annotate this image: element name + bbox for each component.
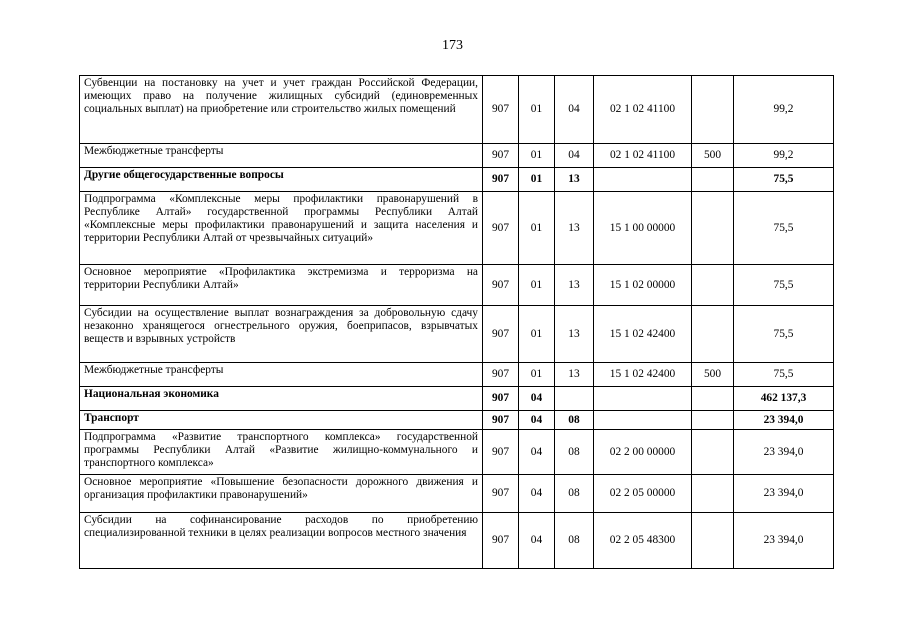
target-article-cell bbox=[594, 411, 692, 430]
ministry-code-cell: 907 bbox=[483, 192, 519, 265]
row-name-cell: Подпрограмма «Комплексные меры профилактики правонарушений в Республике Алтай» государственной программы Республики Алтай «Комплексные меры профилактики правонарушений и защита населения и территории Республики Алтай от чрезвычайных ситуаций» bbox=[80, 192, 483, 265]
subsection-code-cell: 08 bbox=[555, 513, 594, 569]
subsection-code-cell: 08 bbox=[555, 430, 594, 475]
ministry-code-cell: 907 bbox=[483, 387, 519, 411]
ministry-code-cell: 907 bbox=[483, 411, 519, 430]
amount-cell: 23 394,0 bbox=[734, 475, 834, 513]
expense-type-cell bbox=[692, 411, 734, 430]
section-code-cell: 04 bbox=[519, 513, 555, 569]
ministry-code-cell: 907 bbox=[483, 306, 519, 363]
subsection-code-cell: 13 bbox=[555, 363, 594, 387]
expense-type-cell: 500 bbox=[692, 363, 734, 387]
expense-type-cell bbox=[692, 192, 734, 265]
ministry-code-cell: 907 bbox=[483, 475, 519, 513]
section-code-cell: 01 bbox=[519, 76, 555, 144]
amount-cell: 99,2 bbox=[734, 144, 834, 168]
ministry-code-cell: 907 bbox=[483, 168, 519, 192]
expense-type-cell bbox=[692, 513, 734, 569]
row-name-cell: Межбюджетные трансферты bbox=[80, 363, 483, 387]
row-name-cell: Другие общегосударственные вопросы bbox=[80, 168, 483, 192]
target-article-cell: 02 2 05 48300 bbox=[594, 513, 692, 569]
section-code-cell: 01 bbox=[519, 363, 555, 387]
table-row bbox=[80, 306, 834, 363]
row-name-cell: Субсидии на осуществление выплат вознаграждения за добровольную сдачу незаконно хранящегося огнестрельного оружия, боеприпасов, взрывчатых веществ и взрывных устройств bbox=[80, 306, 483, 363]
row-name-cell: Субвенции на постановку на учет и учет граждан Российской Федерации, имеющих право на получение жилищных субсидий (единовременных социальных выплат) на приобретение или строительство жилых помещений bbox=[80, 76, 483, 144]
target-article-cell: 02 1 02 41100 bbox=[594, 144, 692, 168]
subsection-code-cell: 08 bbox=[555, 411, 594, 430]
subsection-code-cell: 04 bbox=[555, 144, 594, 168]
ministry-code-cell: 907 bbox=[483, 265, 519, 306]
amount-cell: 23 394,0 bbox=[734, 411, 834, 430]
subsection-code-cell: 13 bbox=[555, 306, 594, 363]
budget-table-body bbox=[80, 76, 834, 569]
ministry-code-cell: 907 bbox=[483, 76, 519, 144]
target-article-cell bbox=[594, 387, 692, 411]
amount-cell: 75,5 bbox=[734, 192, 834, 265]
ministry-code-cell: 907 bbox=[483, 430, 519, 475]
amount-cell: 75,5 bbox=[734, 168, 834, 192]
target-article-cell: 15 1 02 42400 bbox=[594, 363, 692, 387]
expense-type-cell bbox=[692, 265, 734, 306]
row-name-cell: Транспорт bbox=[80, 411, 483, 430]
table-row bbox=[80, 475, 834, 513]
expense-type-cell bbox=[692, 387, 734, 411]
target-article-cell: 02 2 00 00000 bbox=[594, 430, 692, 475]
subsection-code-cell bbox=[555, 387, 594, 411]
section-code-cell: 04 bbox=[519, 430, 555, 475]
ministry-code-cell: 907 bbox=[483, 363, 519, 387]
section-code-cell: 04 bbox=[519, 475, 555, 513]
table-row bbox=[80, 168, 834, 192]
subsection-code-cell: 08 bbox=[555, 475, 594, 513]
target-article-cell bbox=[594, 168, 692, 192]
expense-type-cell: 500 bbox=[692, 144, 734, 168]
target-article-cell: 02 1 02 41100 bbox=[594, 76, 692, 144]
table-row bbox=[80, 430, 834, 475]
target-article-cell: 15 1 02 00000 bbox=[594, 265, 692, 306]
page-number: 173 bbox=[442, 38, 463, 53]
amount-cell: 23 394,0 bbox=[734, 430, 834, 475]
budget-table bbox=[79, 75, 834, 569]
section-code-cell: 01 bbox=[519, 265, 555, 306]
section-code-cell: 01 bbox=[519, 168, 555, 192]
subsection-code-cell: 13 bbox=[555, 168, 594, 192]
subsection-code-cell: 13 bbox=[555, 265, 594, 306]
amount-cell: 75,5 bbox=[734, 265, 834, 306]
row-name-cell: Основное мероприятие «Профилактика экстремизма и терроризма на территории Республики Алтай» bbox=[80, 265, 483, 306]
section-code-cell: 04 bbox=[519, 387, 555, 411]
table-row bbox=[80, 513, 834, 569]
amount-cell: 23 394,0 bbox=[734, 513, 834, 569]
amount-cell: 75,5 bbox=[734, 363, 834, 387]
row-name-cell: Межбюджетные трансферты bbox=[80, 144, 483, 168]
row-name-cell: Субсидии на софинансирование расходов по приобретению специализированной техники в целях реализации вопросов местного значения bbox=[80, 513, 483, 569]
target-article-cell: 15 1 00 00000 bbox=[594, 192, 692, 265]
amount-cell: 75,5 bbox=[734, 306, 834, 363]
table-row bbox=[80, 265, 834, 306]
expense-type-cell bbox=[692, 475, 734, 513]
section-code-cell: 01 bbox=[519, 306, 555, 363]
target-article-cell: 02 2 05 00000 bbox=[594, 475, 692, 513]
table-row bbox=[80, 76, 834, 144]
expense-type-cell bbox=[692, 306, 734, 363]
table-row bbox=[80, 387, 834, 411]
subsection-code-cell: 13 bbox=[555, 192, 594, 265]
section-code-cell: 01 bbox=[519, 144, 555, 168]
table-row bbox=[80, 192, 834, 265]
section-code-cell: 04 bbox=[519, 411, 555, 430]
section-code-cell: 01 bbox=[519, 192, 555, 265]
expense-type-cell bbox=[692, 76, 734, 144]
expense-type-cell bbox=[692, 168, 734, 192]
table-row bbox=[80, 144, 834, 168]
target-article-cell: 15 1 02 42400 bbox=[594, 306, 692, 363]
amount-cell: 462 137,3 bbox=[734, 387, 834, 411]
row-name-cell: Национальная экономика bbox=[80, 387, 483, 411]
ministry-code-cell: 907 bbox=[483, 513, 519, 569]
row-name-cell: Основное мероприятие «Повышение безопасности дорожного движения и организация профилактики правонарушений» bbox=[80, 475, 483, 513]
table-row bbox=[80, 411, 834, 430]
amount-cell: 99,2 bbox=[734, 76, 834, 144]
expense-type-cell bbox=[692, 430, 734, 475]
ministry-code-cell: 907 bbox=[483, 144, 519, 168]
row-name-cell: Подпрограмма «Развитие транспортного комплекса» государственной программы Республики Алтай «Развитие жилищно-коммунального и транспортного комплекса» bbox=[80, 430, 483, 475]
table-row bbox=[80, 363, 834, 387]
subsection-code-cell: 04 bbox=[555, 76, 594, 144]
